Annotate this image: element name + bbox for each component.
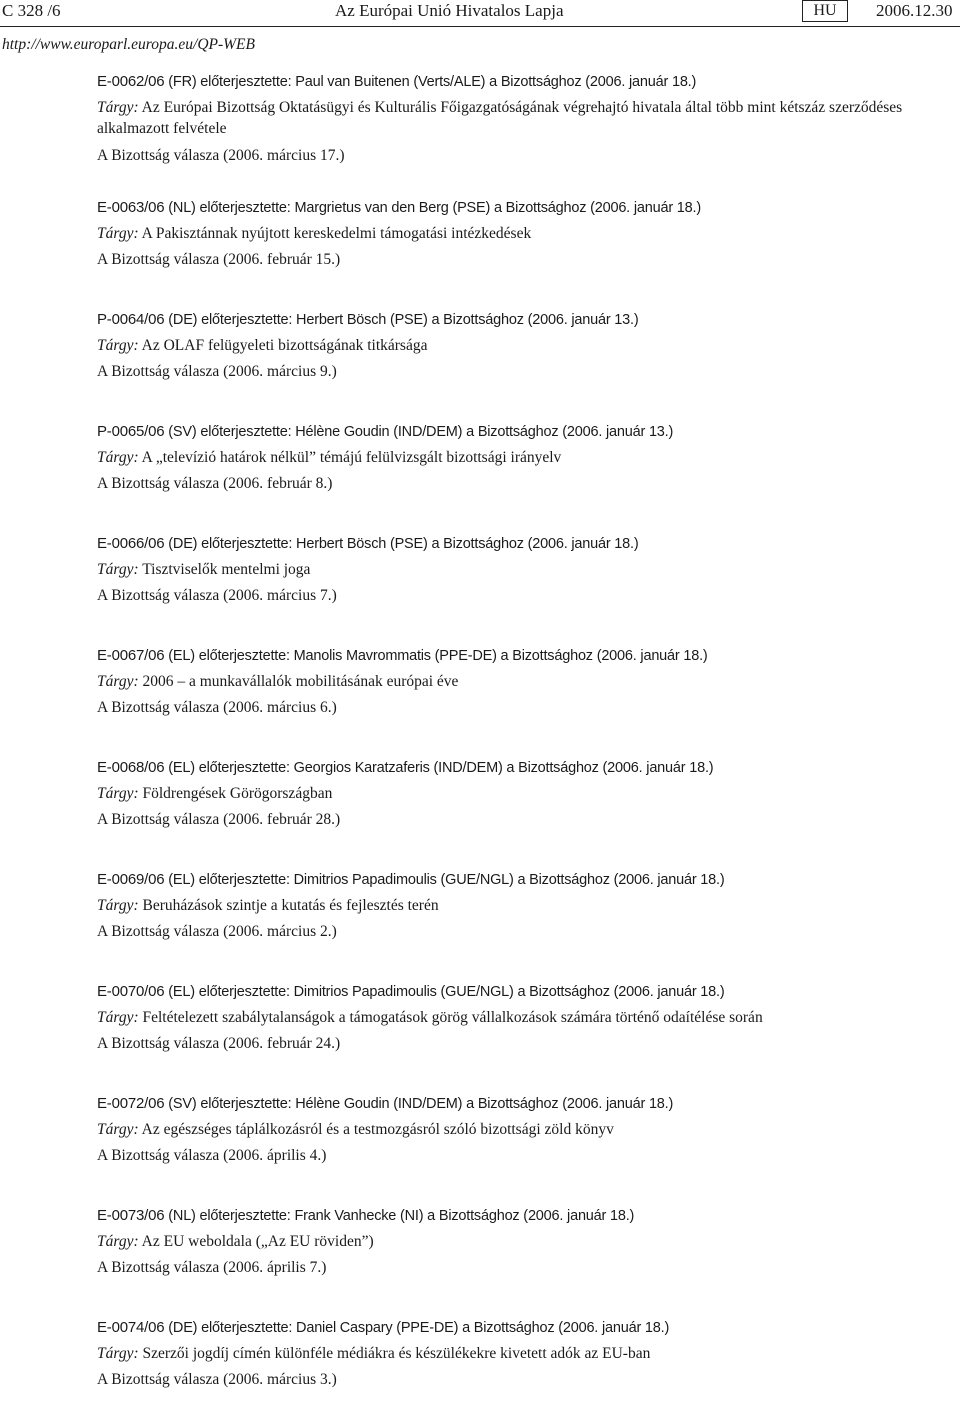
question-header-line xyxy=(97,979,937,1005)
language-code-box: HU xyxy=(802,0,848,22)
question-subject-line xyxy=(97,893,937,919)
commission-answer: A Bizottság válasza (2006. március 6.) xyxy=(97,699,337,716)
question-subject-line xyxy=(97,1117,937,1143)
question-id: E-0074/06 xyxy=(97,1319,165,1336)
question-entry xyxy=(97,1091,937,1203)
question-header-line xyxy=(97,755,937,781)
question-header-line xyxy=(97,307,937,333)
question-subject-line xyxy=(97,1341,937,1367)
subject-label: Tárgy: xyxy=(97,561,139,578)
question-id: P-0064/06 xyxy=(97,311,165,328)
question-header-line xyxy=(97,1091,937,1117)
question-entry xyxy=(97,419,937,531)
question-author: (NL) előterjesztette: Frank Vanhecke (NI) a Bizottsághoz (2006. január 18.) xyxy=(168,1208,635,1224)
question-author: (SV) előterjesztette: Hélène Goudin (IND/DEM) a Bizottsághoz (2006. január 13.) xyxy=(168,424,674,440)
question-subject-line xyxy=(97,781,937,807)
commission-answer: A Bizottság válasza (2006. március 7.) xyxy=(97,587,337,604)
question-author: (NL) előterjesztette: Margrietus van den Berg (PSE) a Bizottsághoz (2006. január 18.) xyxy=(168,200,701,216)
question-header-line xyxy=(97,1203,937,1229)
question-entry xyxy=(97,531,937,643)
issue-date: 2006.12.30 xyxy=(876,1,953,20)
question-subject: Az Európai Bizottság Oktatásügyi és Kulturális Főigazgatóságának végrehajtó hivatala által több mint kétszáz szerződéses alkalmazott felvétele xyxy=(97,99,903,137)
question-subject: Tisztviselők mentelmi joga xyxy=(142,561,311,578)
question-header-line xyxy=(97,867,937,893)
question-subject: Földrengések Görögországban xyxy=(142,785,333,802)
question-id: P-0065/06 xyxy=(97,423,165,440)
question-subject-line xyxy=(97,557,937,583)
question-entry xyxy=(97,867,937,979)
commission-answer: A Bizottság válasza (2006. február 8.) xyxy=(97,475,333,492)
question-subject: A Pakisztánnak nyújtott kereskedelmi támogatási intézkedések xyxy=(141,225,532,242)
question-id: E-0063/06 xyxy=(97,199,165,216)
page-number: C 328 /6 xyxy=(2,1,61,20)
question-subject-line xyxy=(97,1229,937,1255)
subject-label: Tárgy: xyxy=(97,449,139,466)
question-entry xyxy=(97,307,937,419)
question-author: (DE) előterjesztette: Herbert Bösch (PSE) a Bizottsághoz (2006. január 18.) xyxy=(168,536,639,552)
commission-answer: A Bizottság válasza (2006. február 28.) xyxy=(97,811,341,828)
question-author: (EL) előterjesztette: Dimitrios Papadimoulis (GUE/NGL) a Bizottsághoz (2006. január 18.) xyxy=(168,872,725,888)
question-id: E-0072/06 xyxy=(97,1095,165,1112)
commission-answer: A Bizottság válasza (2006. március 9.) xyxy=(97,363,337,380)
commission-answer: A Bizottság válasza (2006. február 15.) xyxy=(97,251,341,268)
question-author: (FR) előterjesztette: Paul van Buitenen (Verts/ALE) a Bizottsághoz (2006. január 18.) xyxy=(168,74,697,90)
question-id: E-0067/06 xyxy=(97,647,165,664)
question-author: (EL) előterjesztette: Manolis Mavrommatis (PPE-DE) a Bizottsághoz (2006. január 18.) xyxy=(168,648,708,664)
question-author: (EL) előterjesztette: Dimitrios Papadimoulis (GUE/NGL) a Bizottsághoz (2006. január 18.) xyxy=(168,984,725,1000)
question-subject-line xyxy=(97,95,937,139)
question-id: E-0069/06 xyxy=(97,871,165,888)
source-url[interactable]: http://www.europarl.europa.eu/QP-WEB xyxy=(2,36,255,53)
question-header-line xyxy=(97,531,937,557)
question-entry xyxy=(97,195,937,307)
subject-label: Tárgy: xyxy=(97,1121,139,1138)
question-author: (DE) előterjesztette: Daniel Caspary (PPE-DE) a Bizottsághoz (2006. január 18.) xyxy=(168,1320,670,1336)
question-subject: Az OLAF felügyeleti bizottságának titkársága xyxy=(141,337,428,354)
question-entry xyxy=(97,979,937,1091)
question-subject: Feltételezett szabálytalanságok a támogatások görög vállalkozások számára történő odaítélése során xyxy=(142,1009,763,1026)
question-subject: Beruházások szintje a kutatás és fejlesztés terén xyxy=(142,897,439,914)
commission-answer: A Bizottság válasza (2006. március 3.) xyxy=(97,1371,337,1388)
question-header-line xyxy=(97,69,937,95)
question-subject-line xyxy=(97,333,937,359)
subject-label: Tárgy: xyxy=(97,1233,139,1250)
question-subject-line xyxy=(97,221,937,247)
question-entry xyxy=(97,1203,937,1315)
question-id: E-0068/06 xyxy=(97,759,165,776)
commission-answer: A Bizottság válasza (2006. február 24.) xyxy=(97,1035,341,1052)
question-header-line xyxy=(97,1315,937,1341)
question-subject: Az EU weboldala („Az EU röviden”) xyxy=(141,1233,374,1250)
question-subject: Az egészséges táplálkozásról és a testmozgásról szóló bizottsági zöld könyv xyxy=(141,1121,614,1138)
journal-title: Az Európai Unió Hivatalos Lapja xyxy=(335,1,564,20)
commission-answer: A Bizottság válasza (2006. március 17.) xyxy=(97,147,345,164)
question-subject: A „televízió határok nélkül” témájú felülvizsgált bizottsági irányelv xyxy=(141,449,562,466)
subject-label: Tárgy: xyxy=(97,1345,139,1362)
question-subject: Szerzői jogdíj címén különféle médiákra és készülékekre kivetett adók az EU-ban xyxy=(142,1345,651,1362)
question-author: (SV) előterjesztette: Hélène Goudin (IND/DEM) a Bizottsághoz (2006. január 18.) xyxy=(168,1096,674,1112)
question-entry xyxy=(97,1315,937,1427)
question-subject-line xyxy=(97,1005,937,1031)
question-subject-line xyxy=(97,669,937,695)
question-entry xyxy=(97,69,937,195)
subject-label: Tárgy: xyxy=(97,225,139,242)
subject-label: Tárgy: xyxy=(97,897,139,914)
question-subject: 2006 – a munkavállalók mobilitásának európai éve xyxy=(142,673,459,690)
question-header-line xyxy=(97,643,937,669)
commission-answer: A Bizottság válasza (2006. április 4.) xyxy=(97,1147,327,1164)
subject-label: Tárgy: xyxy=(97,99,139,116)
commission-answer: A Bizottság válasza (2006. március 2.) xyxy=(97,923,337,940)
question-list xyxy=(97,69,937,1427)
subject-label: Tárgy: xyxy=(97,1009,139,1026)
question-author: (DE) előterjesztette: Herbert Bösch (PSE) a Bizottsághoz (2006. január 13.) xyxy=(168,312,639,328)
question-header-line xyxy=(97,195,937,221)
question-id: E-0070/06 xyxy=(97,983,165,1000)
question-subject-line xyxy=(97,445,937,471)
question-header-line xyxy=(97,419,937,445)
subject-label: Tárgy: xyxy=(97,785,139,802)
commission-answer: A Bizottság válasza (2006. április 7.) xyxy=(97,1259,327,1276)
question-id: E-0062/06 xyxy=(97,73,165,90)
subject-label: Tárgy: xyxy=(97,673,139,690)
question-author: (EL) előterjesztette: Georgios Karatzaferis (IND/DEM) a Bizottsághoz (2006. január 18.) xyxy=(168,760,714,776)
page-header xyxy=(0,0,960,27)
question-id: E-0066/06 xyxy=(97,535,165,552)
question-entry xyxy=(97,643,937,755)
question-id: E-0073/06 xyxy=(97,1207,165,1224)
subject-label: Tárgy: xyxy=(97,337,139,354)
question-entry xyxy=(97,755,937,867)
